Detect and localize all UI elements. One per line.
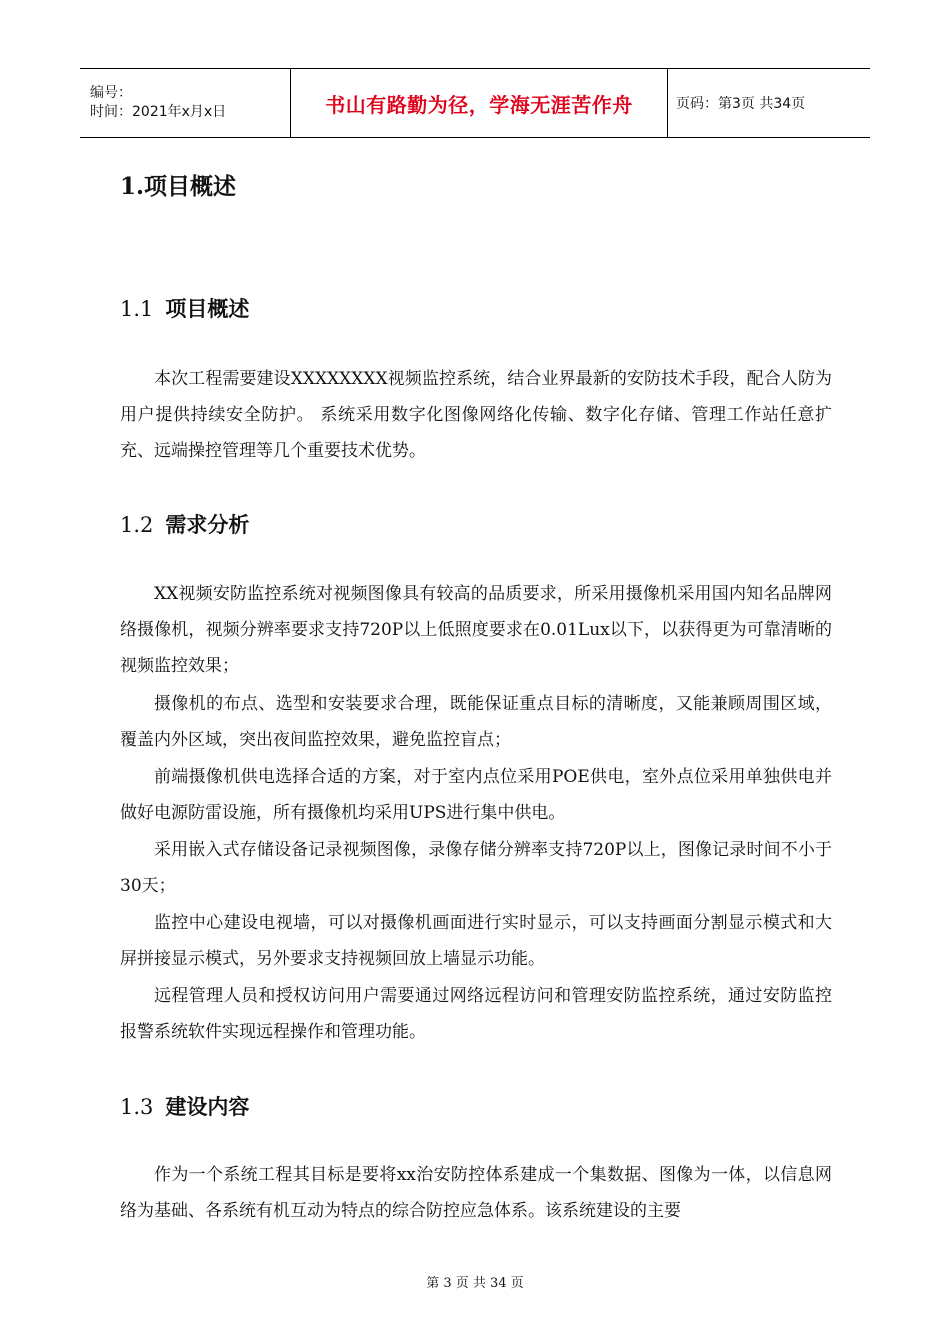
paragraph: 远程管理人员和授权访问用户需要通过网络远程访问和管理安防监控系统，通过安防监控报警系统软件实现远程操作和管理功能。 bbox=[120, 986, 832, 1042]
section-heading-1-3 bbox=[120, 1091, 249, 1121]
paragraph: 摄像机的布点、选型和安装要求合理，既能保证重点目标的清晰度，又能兼顾周围区域，覆盖内外区域，突出夜间监控效果，避免监控盲点； bbox=[120, 694, 832, 750]
document-date-label: 时间：2021年x月x日 bbox=[90, 104, 227, 120]
chapter-title: 1.项目概述 bbox=[120, 173, 237, 200]
paragraph: 监控中心建设电视墙，可以对摄像机画面进行实时显示，可以支持画面分割显示模式和大屏拼接显示模式，另外要求支持视频回放上墙显示功能。 bbox=[120, 913, 832, 969]
section-title: 建设内容 bbox=[165, 1094, 250, 1119]
section-title: 项目概述 bbox=[165, 296, 250, 321]
header-page-info: 页码：第3页 共34页 bbox=[676, 96, 806, 112]
page-footer: 第 3 页 共 34 页 bbox=[426, 1276, 524, 1291]
header-motto: 书山有路勤为径，学海无涯苦作舟 bbox=[325, 92, 633, 117]
paragraph: 作为一个系统工程其目标是要将xx治安防控体系建成一个集数据、图像为一体，以信息网络为基础、各系统有机互动为特点的综合防控应急体系。该系统建设的主要 bbox=[120, 1165, 832, 1221]
paragraph: 采用嵌入式存储设备记录视频图像，录像存储分辨率支持720P以上，图像记录时间不小于30天； bbox=[120, 840, 832, 896]
section-heading-1-2 bbox=[120, 509, 249, 539]
paragraph: XX视频安防监控系统对视频图像具有较高的品质要求，所采用摄像机采用国内知名品牌网络摄像机，视频分辨率要求支持720P以上低照度要求在0.01Lux以下，以获得更为可靠清晰的视频监控效果； bbox=[120, 584, 832, 676]
section-number: 1.2 bbox=[120, 513, 154, 537]
header-meta bbox=[80, 69, 291, 137]
section-number: 1.3 bbox=[120, 1095, 154, 1119]
section-number: 1.1 bbox=[120, 297, 154, 321]
paragraph: 本次工程需要建设XXXXXXXX视频监控系统，结合业界最新的安防技术手段，配合人防为用户提供持续安全防护。 系统采用数字化图像网络化传输、数字化存储、管理工作站任意扩充、远端操控管理等几个重要技术优势。 bbox=[120, 369, 832, 461]
header-motto-cell bbox=[291, 69, 668, 137]
paragraph: 前端摄像机供电选择合适的方案，对于室内点位采用POE供电，室外点位采用单独供电并做好电源防雷设施，所有摄像机均采用UPS进行集中供电。 bbox=[120, 767, 832, 823]
section-title: 需求分析 bbox=[165, 512, 250, 537]
page-header bbox=[80, 68, 870, 138]
document-number-label: 编号： bbox=[90, 85, 132, 101]
section-heading-1-1 bbox=[120, 293, 249, 323]
